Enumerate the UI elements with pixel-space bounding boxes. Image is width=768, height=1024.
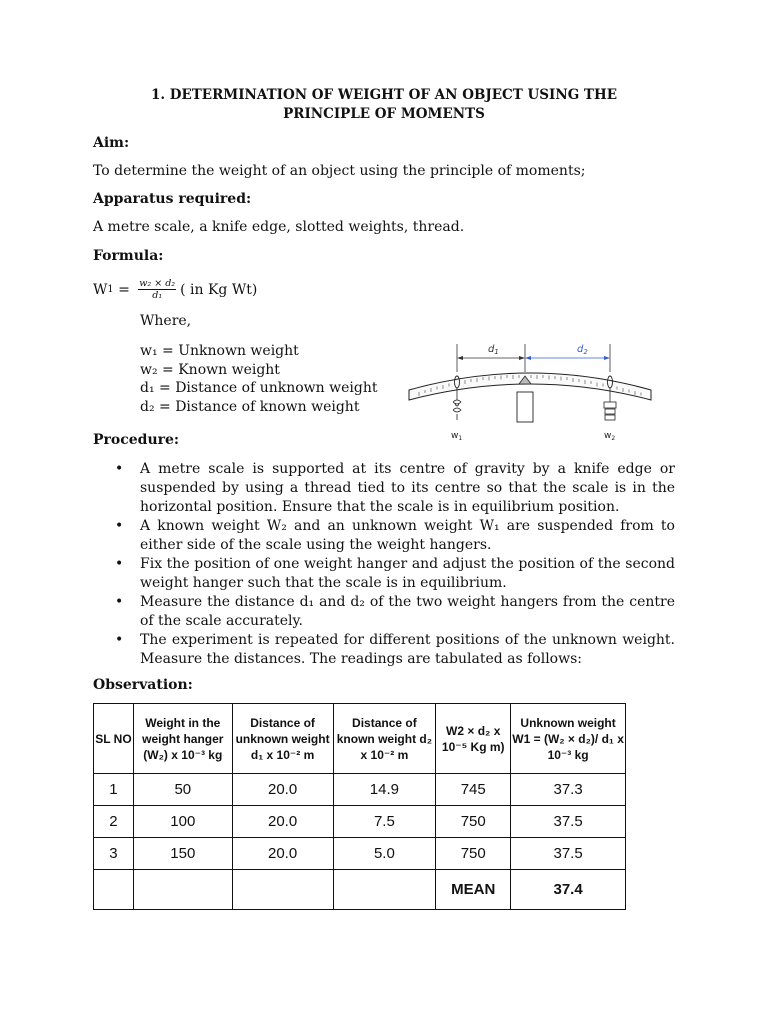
column-header: W2 × d₂ x 10⁻⁵ Kg m) bbox=[436, 704, 511, 774]
mean-value: 37.4 bbox=[511, 870, 626, 910]
procedure-list bbox=[115, 460, 675, 669]
table-cell: 2 bbox=[94, 806, 134, 838]
column-header: Distance of known weight d₂ x 10⁻² m bbox=[333, 704, 436, 774]
list-item: • A known weight W₂ and an unknown weight W₁ are suspended from to either side of the scale using the weight hangers. bbox=[115, 518, 675, 553]
metre-scale-diagram bbox=[405, 338, 655, 448]
d2-label: $d_2$ bbox=[577, 344, 588, 356]
table-cell: 1 bbox=[94, 774, 134, 806]
aim-heading: Aim: bbox=[93, 135, 130, 151]
aim-text: To determine the weight of an object using the principle of moments; bbox=[93, 163, 586, 179]
formula-numerator: w₂ × d₂ bbox=[139, 278, 176, 289]
table-row bbox=[94, 774, 626, 806]
formula-equals: = bbox=[113, 281, 135, 298]
table-cell: 150 bbox=[133, 838, 232, 870]
table-row bbox=[94, 806, 626, 838]
formula-denominator: d₁ bbox=[152, 290, 163, 301]
table-row bbox=[94, 838, 626, 870]
column-header: Unknown weight W1 = (W₂ × d₂)/ d₁ x 10⁻³ kg bbox=[511, 704, 626, 774]
table-cell: 20.0 bbox=[232, 774, 333, 806]
table-cell: 750 bbox=[436, 806, 511, 838]
d2-arrow-right bbox=[604, 356, 610, 360]
table-cell: 14.9 bbox=[333, 774, 436, 806]
bullet-icon: • bbox=[115, 632, 124, 648]
d2-arrow-left bbox=[525, 356, 531, 360]
formula-lhs-sub: 1 bbox=[107, 284, 114, 295]
table-cell: 20.0 bbox=[232, 806, 333, 838]
list-item: • A metre scale is supported at its centre of gravity by a knife edge or suspended by using a thread tied to its centre so that the scale is in the horizontal position. Ensure that the scale is in equilibrium position. bbox=[115, 461, 675, 515]
column-header: Weight in the weight hanger (W₂) x 10⁻³ kg bbox=[133, 704, 232, 774]
procedure-heading: Procedure: bbox=[93, 432, 180, 448]
formula-expression bbox=[93, 278, 257, 301]
table-cell bbox=[133, 870, 232, 910]
table-header-row bbox=[94, 704, 626, 774]
observation-table bbox=[93, 703, 626, 910]
table-cell: 37.3 bbox=[511, 774, 626, 806]
table-cell: 3 bbox=[94, 838, 134, 870]
observation-heading: Observation: bbox=[93, 677, 193, 693]
page-title: 1. DETERMINATION OF WEIGHT OF AN OBJECT USING THE PRINCIPLE OF MOMENTS bbox=[150, 87, 618, 122]
bullet-icon: • bbox=[115, 556, 124, 572]
mean-label: MEAN bbox=[436, 870, 511, 910]
formula-heading: Formula: bbox=[93, 248, 164, 264]
table-cell bbox=[333, 870, 436, 910]
column-header: SL NO bbox=[94, 704, 134, 774]
table-cell: 50 bbox=[133, 774, 232, 806]
definition-item: w₂ = Known weight bbox=[140, 361, 280, 378]
where-label: Where, bbox=[140, 313, 192, 329]
table-cell: 20.0 bbox=[232, 838, 333, 870]
table-cell: 7.5 bbox=[333, 806, 436, 838]
table-cell: 750 bbox=[436, 838, 511, 870]
apparatus-text: A metre scale, a knife edge, slotted weights, thread. bbox=[93, 219, 465, 235]
column-header: Distance of unknown weight d₁ x 10⁻² m bbox=[232, 704, 333, 774]
support-block bbox=[517, 392, 533, 422]
bullet-icon: • bbox=[115, 594, 124, 610]
table-cell bbox=[232, 870, 333, 910]
list-item: • The experiment is repeated for different positions of the unknown weight. Measure the distances. The readings are tabulated as follows: bbox=[115, 632, 675, 667]
w1-label: $w_1$ bbox=[451, 431, 463, 442]
list-item: • Fix the position of one weight hanger and adjust the position of the second weight hanger such that the scale is in equilibrium. bbox=[115, 556, 675, 591]
right-weight-top bbox=[604, 402, 616, 408]
w2-label: $w_2$ bbox=[604, 431, 616, 442]
definition-item: d₂ = Distance of known weight bbox=[140, 398, 360, 415]
formula-lhs: W bbox=[93, 281, 108, 298]
table-cell: 100 bbox=[133, 806, 232, 838]
right-weight-hanger-icon bbox=[605, 415, 615, 420]
table-cell: 745 bbox=[436, 774, 511, 806]
formula-unit: ( in Kg Wt) bbox=[180, 281, 258, 298]
definition-item: w₁ = Unknown weight bbox=[140, 343, 299, 359]
table-cell: 37.5 bbox=[511, 806, 626, 838]
d1-label: $d_1$ bbox=[488, 344, 499, 356]
table-cell: 5.0 bbox=[333, 838, 436, 870]
definitions-list bbox=[140, 342, 377, 416]
table-cell: 37.5 bbox=[511, 838, 626, 870]
formula-fraction bbox=[138, 278, 176, 301]
bullet-icon: • bbox=[115, 461, 124, 477]
bullet-icon: • bbox=[115, 518, 124, 534]
list-item: • Measure the distance d₁ and d₂ of the two weight hangers from the centre of the scale accurately. bbox=[115, 594, 675, 629]
d1-arrow-right bbox=[519, 356, 525, 360]
apparatus-heading: Apparatus required: bbox=[93, 191, 252, 207]
definition-item: d₁ = Distance of unknown weight bbox=[140, 380, 378, 396]
mean-row bbox=[94, 870, 626, 910]
table-cell bbox=[94, 870, 134, 910]
d1-arrow-left bbox=[457, 356, 463, 360]
left-weight-hanger-icon bbox=[453, 400, 461, 420]
